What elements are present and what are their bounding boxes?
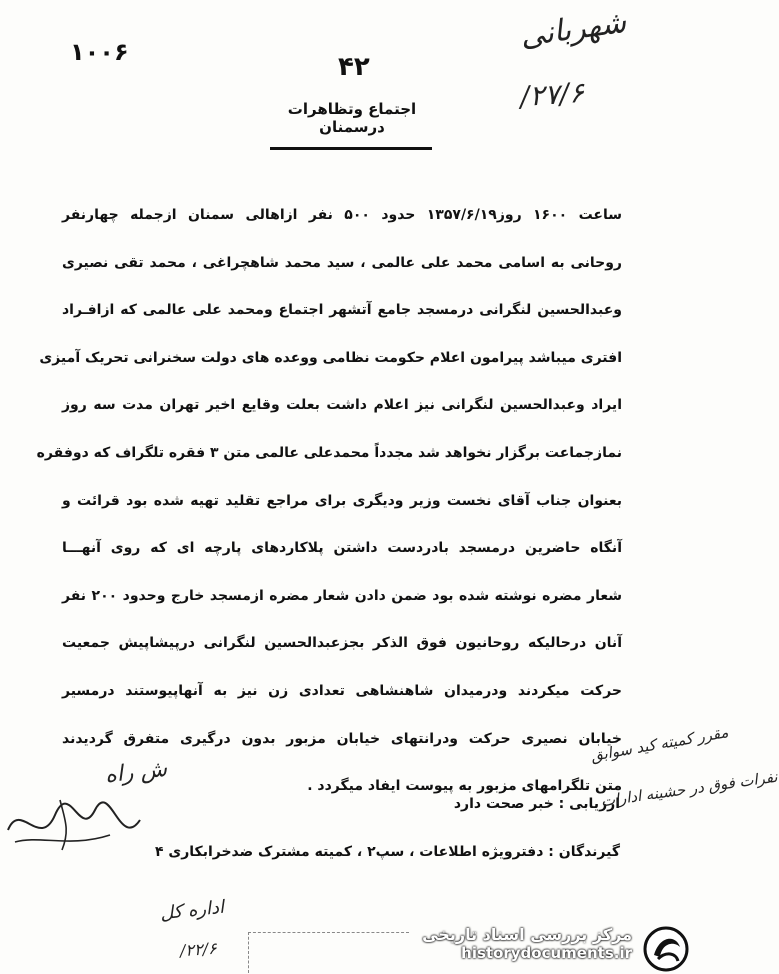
signature-scribble xyxy=(0,780,150,870)
handwritten-initials: ش راه xyxy=(103,756,169,789)
evaluation-line: ارزیابی : خبر صحت دارد xyxy=(453,796,620,812)
watermark-url: historydocuments.ir xyxy=(461,944,632,962)
body-line: خیابان نصیری حرکت ودرانتهای خیابان مزبور بدون درگیری متفرق گردیدند xyxy=(62,730,622,747)
handwritten-date: ۲۷/۶/ xyxy=(518,75,586,114)
handwritten-margin-note: نفرات فوق در حشینه ادارات xyxy=(599,767,779,811)
body-line: ساعت ۱۶۰۰ روز۱۳۵۷/۶/۱۹ حدود ۵۰۰ نفر ازاهالی سمنان ازجمله چهارنفر xyxy=(62,207,622,223)
recipients-line: گیرندگان : دفترویژه اطلاعات ، سپ۲ ، کمیته مشترک ضدخرابکاری ۴ xyxy=(154,844,620,860)
page-number: ۴۲ xyxy=(338,52,370,82)
body-line: نمازجماعت برگزار نخواهد شد مجدداً محمدعلی عالمی متن ۳ فقره تلگراف که دوفقره xyxy=(36,444,622,461)
body-line: بعنوان جناب آقای نخست وزیر ودیگری برای مراجع تقلید تهیه شده بود قرائت و xyxy=(62,492,622,509)
body-line: متن تلگرامهای مزبور به پیوست ایفاد میگردد . xyxy=(307,778,622,795)
document-number: ۱۰۰۶ xyxy=(70,38,129,66)
body-line: آنگاه حاضرین درمسجد بادردست داشتن پلاکاردهای پارچه ای که روی آنهـــا xyxy=(62,540,622,557)
body-line: وعبدالحسین لنگرانی درمسجد جامع آتشهر اجتماع ومحمد علی عالمی که ازافـراد xyxy=(62,302,622,319)
title-underline xyxy=(270,147,432,150)
handwritten-margin-note: مقرر کمیته کید سوابق xyxy=(589,723,730,765)
archive-logo-icon xyxy=(640,925,692,973)
body-line: افتری میباشد پیرامون اعلام حکومت نظامی ووعده های دولت سخنرانی تحریک آمیزی xyxy=(39,349,622,366)
archive-watermark xyxy=(422,925,692,962)
body-line: روحانی به اسامی محمد علی عالمی ، سید محمد شاهچراغی ، محمد تقی نصیری xyxy=(62,254,622,271)
watermark-title: مرکز بررسی اسناد تاریخی xyxy=(422,925,632,944)
stamp-area xyxy=(248,932,409,973)
handwritten-routing-note: اداره کل xyxy=(159,896,226,925)
body-line: حرکت میکردند ودرمیدان شاهنشاهی تعدادی زن نیز به آنهاپیوستند درمسیر xyxy=(62,682,622,699)
body-line: ایراد وعبدالحسین لنگرانی نیز اعلام داشت بعلت وقایع اخیر تهران مدت سه روز xyxy=(62,397,622,414)
body-line: آنان درحالیکه روحانیون فوق الذکر بجزعبدالحسین لنگرانی درپیشاپیش جمعیت xyxy=(62,635,622,652)
page-title: اجتماع وتظاهرات درسمنان xyxy=(287,100,417,136)
body-line: شعار مضره نوشته شده بود ضمن دادن شعار مضره ازمسجد خارج وحدود ۲۰۰ نفر xyxy=(62,587,622,604)
report-body xyxy=(36,192,622,811)
handwritten-routing-date: ۲۲/۶/ xyxy=(179,938,218,961)
handwritten-header-note: شهربانی xyxy=(518,4,629,55)
